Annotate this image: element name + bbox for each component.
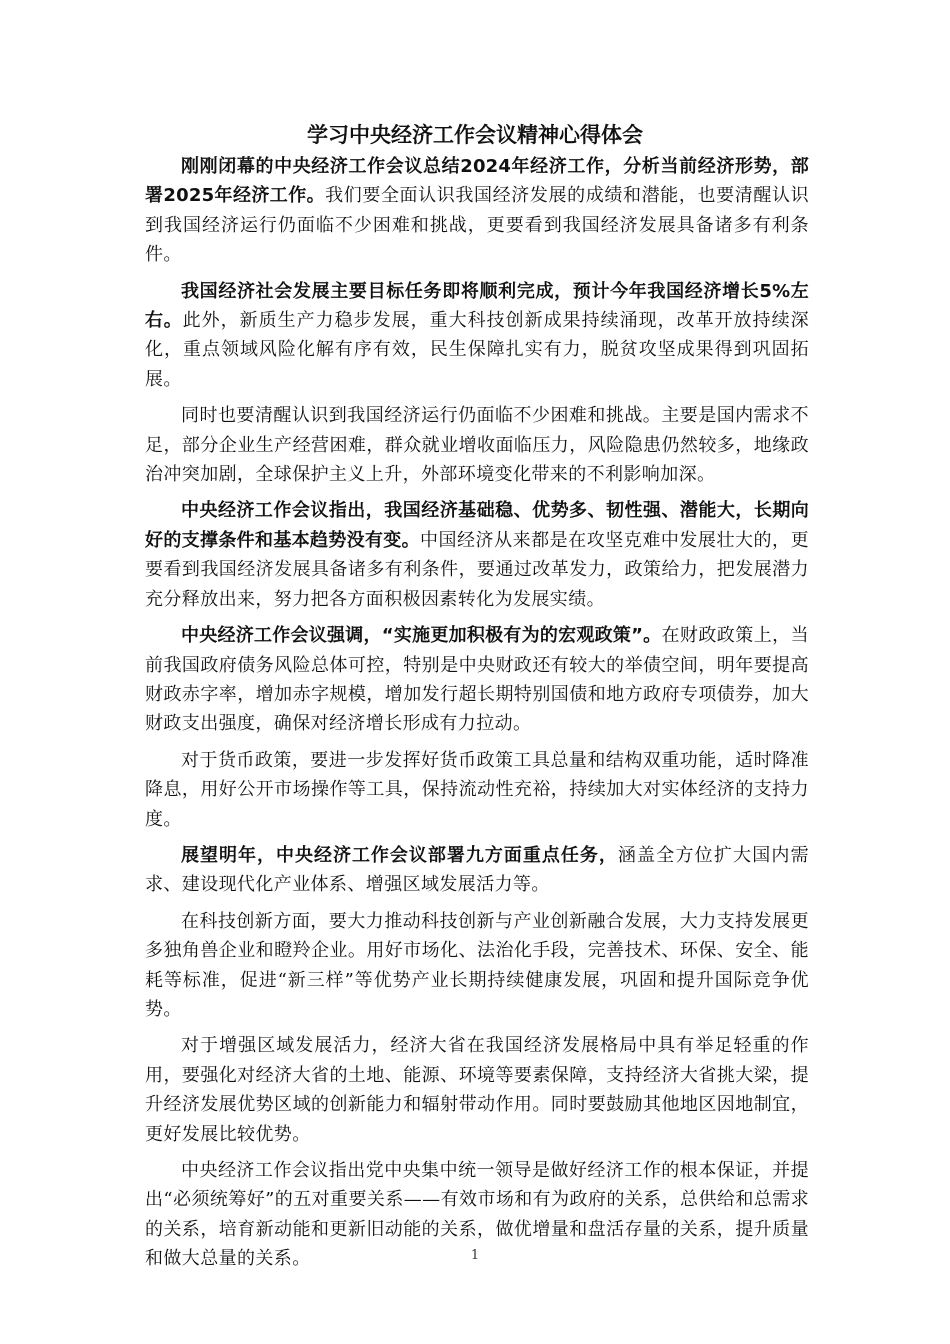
paragraph-text: 涵盖全方位扩大国内需求、建设现代化产业体系、增强区域发展活力等。 bbox=[145, 844, 809, 896]
paragraph-text: 同时也要清醒认识到我国经济运行仍面临不少困难和挑战。主要是国内需求不足，部分企业生产经营困难，群众就业增收面临压力，风险隐患仍然较多，地缘政治冲突加剧，全球保护主义上升，外部环境变化带来的不利影响加深。 bbox=[145, 405, 809, 486]
paragraph-text: 在财政政策上，当前我国政府债务风险总体可控，特别是中央财政还有较大的举债空间，明年要提高财政赤字率，增加赤字规模，增加发行超长期特别国债和地方政府专项债券，加大财政支出强度，确保对经济增长形成有力拉动。 bbox=[145, 625, 809, 735]
paragraph-8 bbox=[145, 907, 809, 1025]
paragraph-lead: 刚刚闭幕的中央经济工作会议总结2024年经济工作，分析当前经济形势，部署2025年经济工作。 bbox=[145, 156, 809, 207]
paragraph-text: 在科技创新方面，要大力推动科技创新与产业创新融合发展，大力支持发展更多独角兽企业和瞪羚企业。用好市场化、法治化手段，完善技术、环保、安全、能耗等标准，促进“新三样”等优势产业长期持续健康发展，巩固和提升国际竞争优势。 bbox=[145, 910, 809, 1020]
paragraph-3 bbox=[145, 401, 809, 489]
document-title: 学习中央经济工作会议精神心得体会 bbox=[307, 123, 643, 147]
paragraph-lead: 展望明年，中央经济工作会议部署九方面重点任务， bbox=[181, 844, 618, 866]
paragraph-lead: 我国经济社会发展主要目标任务即将顺利完成，预计今年我国经济增长5%左右。 bbox=[145, 280, 809, 332]
paragraph-4 bbox=[145, 496, 809, 614]
paragraph-6 bbox=[145, 746, 809, 834]
paragraph-7 bbox=[145, 841, 809, 900]
paragraph-9 bbox=[145, 1031, 809, 1149]
page-number: 1 bbox=[470, 1248, 480, 1263]
paragraph-text: 中央经济工作会议指出党中央集中统一领导是做好经济工作的根本保证，并提出“必须统筹好”的五对重要关系——有效市场和有为政府的关系，总供给和总需求的关系，培育新动能和更新旧动能的关系，做优增量和盘活存量的关系，提升质量和做大总量的关系。 bbox=[145, 1160, 809, 1270]
paragraph-text: 对于增强区域发展活力，经济大省在我国经济发展格局中具有举足轻重的作用，要强化对经济大省的土地、能源、环境等要素保障，支持经济大省挑大梁，提升经济发展优势区域的创新能力和辐射带动作用。同时要鼓励其他地区因地制宜，更好发展比较优势。 bbox=[145, 1035, 809, 1145]
paragraph-text: 对于货币政策，要进一步发挥好货币政策工具总量和结构双重功能，适时降准降息，用好公开市场操作等工具，保持流动性充裕，持续加大对实体经济的支持力度。 bbox=[145, 749, 809, 830]
paragraph-lead: 中央经济工作会议强调，“实施更加积极有为的宏观政策”。 bbox=[181, 625, 662, 647]
paragraph-2 bbox=[145, 277, 809, 395]
paragraph-text: 中国经济从来都是在攻坚克难中发展壮大的，更要看到我国经济发展具备诸多有利条件，要通过改革发力，政策给力，把发展潜力充分释放出来，努力把各方面积极因素转化为发展实绩。 bbox=[145, 529, 809, 610]
paragraph-lead: 中央经济工作会议指出，我国经济基础稳、优势多、韧性强、潜能大，长期向好的支撑条件和基本趋势没有变。 bbox=[145, 500, 809, 551]
paragraph-text: 我们要全面认识我国经济发展的成绩和潜能，也要清醒认识到我国经济运行仍面临不少困难和挑战，更要看到我国经济发展具备诸多有利条件。 bbox=[145, 185, 810, 266]
document-body bbox=[145, 152, 809, 1281]
paragraph-text: 此外，新质生产力稳步发展，重大科技创新成果持续涌现，改革开放持续深化，重点领域风险化解有序有效，民生保障扎实有力，脱贫攻坚成果得到巩固拓展。 bbox=[145, 310, 809, 390]
paragraph-1 bbox=[145, 152, 809, 270]
paragraph-5 bbox=[145, 621, 809, 739]
